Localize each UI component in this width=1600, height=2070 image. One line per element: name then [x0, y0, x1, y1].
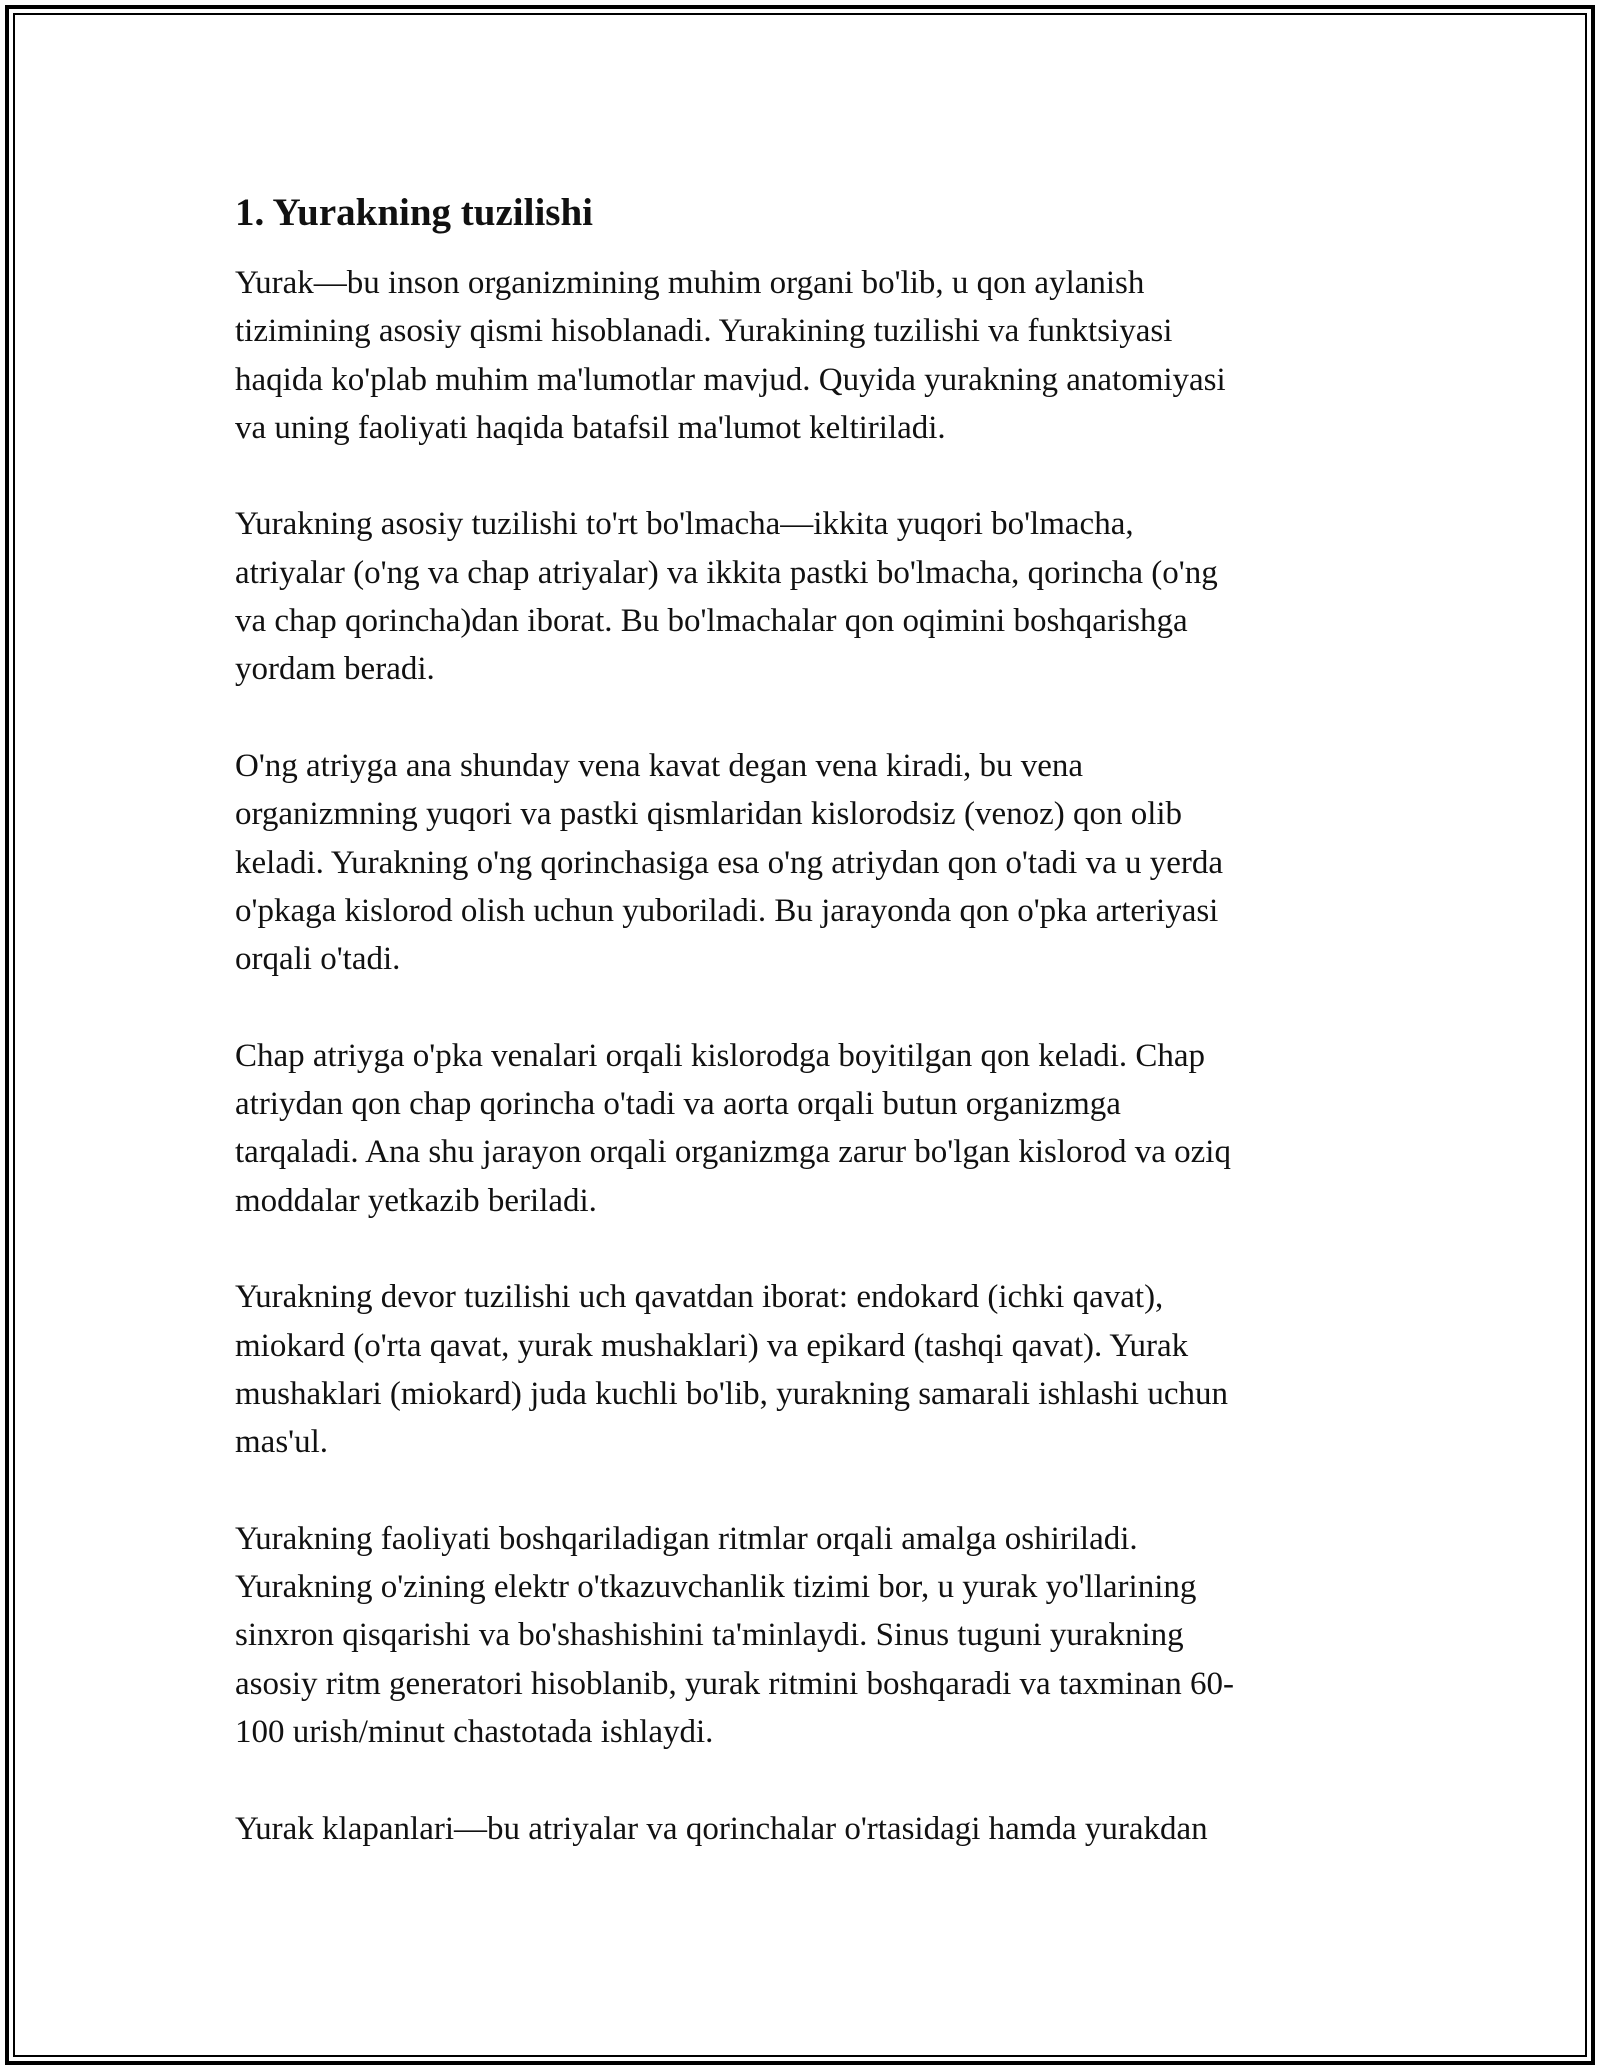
paragraph-line: tizimining asosiy qismi hisoblanadi. Yurakining tuzilishi va funktsiyasi: [235, 313, 1173, 350]
paragraph-line: sinxron qisqarishi va bo'shashishini ta'minlaydi. Sinus tuguni yurakning: [235, 1617, 1184, 1654]
paragraph-1: [235, 259, 1365, 452]
paragraph-5: [235, 1273, 1365, 1466]
section-heading: 1. Yurakning tuzilishi: [235, 191, 593, 234]
paragraph-line: Chap atriyga o'pka venalari orqali kislorodga boyitilgan qon keladi. Chap: [235, 1037, 1206, 1074]
paragraph-6: [235, 1515, 1365, 1756]
paragraph-line: orqali o'tadi.: [235, 941, 401, 978]
paragraph-line: Yurak—bu inson organizmining muhim organi bo'lib, u qon aylanish: [235, 265, 1145, 301]
paragraph-line: yordam beradi.: [235, 651, 435, 688]
paragraph-line: atriyalar (o'ng va chap atriyalar) va ikkita pastki bo'lmacha, qorincha (o'ng: [235, 554, 1218, 591]
paragraph-line: Yurakning devor tuzilishi uch qavatdan iborat: endokard (ichki qavat),: [235, 1279, 1164, 1316]
paragraph-3: [235, 742, 1365, 983]
paragraph-line: mas'ul.: [235, 1424, 329, 1461]
paragraph-2: [235, 500, 1365, 693]
paragraph-7: [235, 1805, 1365, 1853]
paragraph-4: [235, 1032, 1365, 1225]
paragraph-line: asosiy ritm generatori hisoblanib, yurak ritmini boshqaradi va taxminan 60-: [235, 1665, 1234, 1702]
paragraph-line: Yurakning faoliyati boshqariladigan ritmlar orqali amalga oshiriladi.: [235, 1520, 1138, 1557]
document-content: [235, 185, 1365, 1901]
paragraph-line: mushaklari (miokard) juda kuchli bo'lib, yurakning samarali ishlashi uchun: [235, 1375, 1228, 1412]
paragraph-line: o'pkaga kislorod olish uchun yuboriladi. Bu jarayonda qon o'pka arteriyasi: [235, 892, 1219, 929]
paragraph-line: organizmning yuqori va pastki qismlaridan kislorodsiz (venoz) qon olib: [235, 796, 1183, 833]
paragraph-line: Yurak klapanlari—bu atriyalar va qorinchalar o'rtasidagi hamda yurakdan: [235, 1810, 1208, 1847]
paragraph-line: Yurakning o'zining elektr o'tkazuvchanlik tizimi bor, u yurak yo'llarining: [235, 1569, 1197, 1606]
paragraph-line: keladi. Yurakning o'ng qorinchasiga esa o'ng atriydan qon o'tadi va u yerda: [235, 844, 1224, 881]
paragraph-line: haqida ko'plab muhim ma'lumotlar mavjud. Quyida yurakning anatomiyasi: [235, 361, 1226, 398]
paragraph-line: miokard (o'rta qavat, yurak mushaklari) va epikard (tashqi qavat). Yurak: [235, 1327, 1189, 1364]
paragraph-line: va uning faoliyati haqida batafsil ma'lumot keltiriladi.: [235, 409, 946, 446]
paragraph-line: O'ng atriyga ana shunday vena kavat degan vena kiradi, bu vena: [235, 747, 1084, 784]
paragraph-line: 100 urish/minut chastotada ishlaydi.: [235, 1713, 714, 1750]
paragraph-line: Yurakning asosiy tuzilishi to'rt bo'lmacha—ikkita yuqori bo'lmacha,: [235, 506, 1134, 543]
paragraph-line: atriydan qon chap qorincha o'tadi va aorta orqali butun organizmga: [235, 1086, 1121, 1123]
paragraph-line: tarqaladi. Ana shu jarayon orqali organizmga zarur bo'lgan kislorod va oziq: [235, 1134, 1231, 1171]
paragraph-line: moddalar yetkazib beriladi.: [235, 1182, 597, 1219]
paragraph-line: va chap qorincha)dan iborat. Bu bo'lmachalar qon oqimini boshqarishga: [235, 603, 1188, 640]
